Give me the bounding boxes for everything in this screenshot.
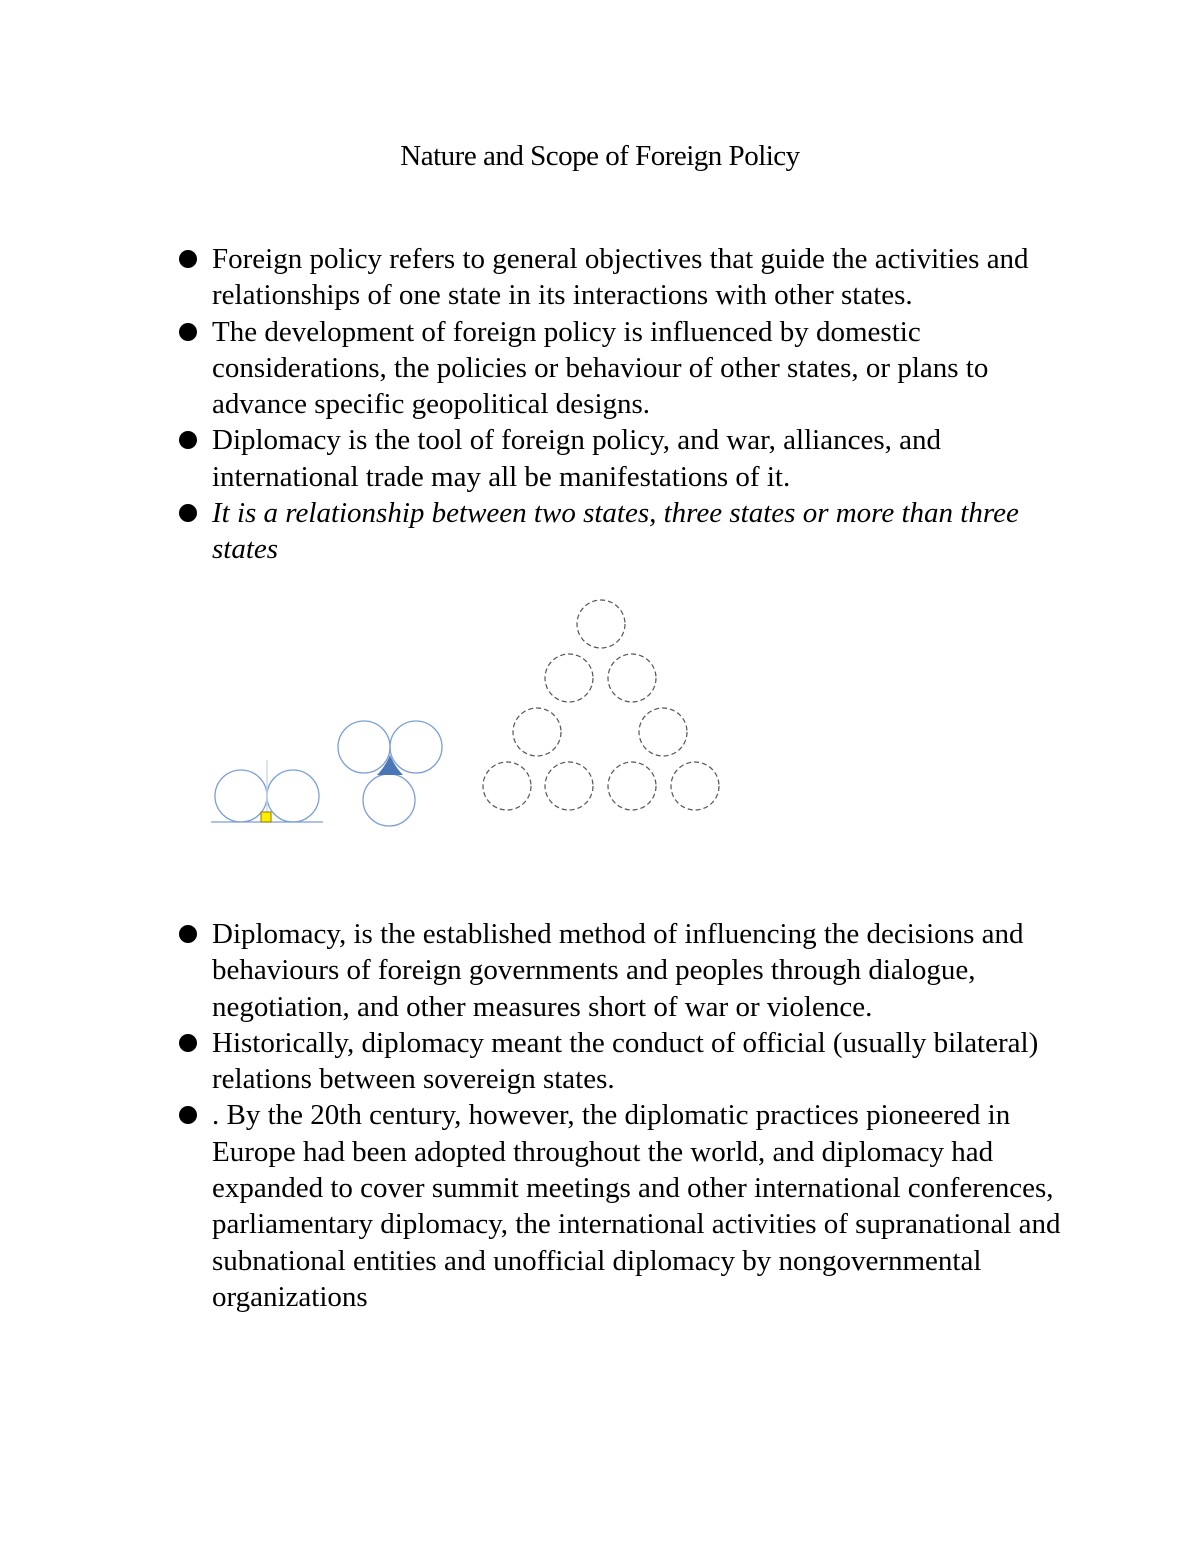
list-item [176, 314, 1076, 423]
bullet-icon [179, 1106, 197, 1124]
bullet-icon [179, 431, 197, 449]
state-circle [513, 708, 561, 756]
state-circle [639, 708, 687, 756]
bullet-icon [179, 925, 197, 943]
list-item [176, 495, 1076, 568]
state-circle [483, 762, 531, 810]
bullet-icon [179, 504, 197, 522]
list-item [176, 422, 1076, 495]
bullet-icon [179, 1034, 197, 1052]
list-item [176, 916, 1076, 1025]
state-circle [608, 654, 656, 702]
bullet-list-top [176, 241, 1076, 568]
selection-handle-icon [261, 812, 271, 822]
list-item [176, 1097, 1076, 1315]
state-circle [671, 762, 719, 810]
many-states-group [483, 600, 719, 810]
state-circle [363, 774, 415, 826]
state-circle [338, 721, 390, 773]
state-circle [608, 762, 656, 810]
state-circle [577, 600, 625, 648]
bullet-text: Foreign policy refers to general objectives that guide the activities and relationships of one state in its interactions with other states. [212, 243, 1029, 312]
state-circle [545, 654, 593, 702]
state-circle [390, 721, 442, 773]
state-circle [267, 770, 319, 822]
bullet-text: The development of foreign policy is influenced by domestic considerations, the policies or behaviour of other states, or plans to advance specific geopolitical designs. [212, 315, 989, 421]
bullet-text: Diplomacy, is the established method of influencing the decisions and behaviours of foreign governments and peoples through dialogue, negotiation, and other measures short of war or violence. [212, 918, 1024, 1023]
list-item [176, 241, 1076, 314]
state-circle [545, 762, 593, 810]
bullet-text: Historically, diplomacy meant the conduct of official (usually bilateral) relations between sovereign states. [212, 1026, 1039, 1096]
state-relationship-diagram [205, 592, 735, 832]
bullet-icon [179, 250, 197, 268]
state-circle [215, 770, 267, 822]
bullet-text: . By the 20th century, however, the diplomatic practices pioneered in Europe had been adopted throughout the world, and diplomacy had expanded to cover summit meetings and other international conferences, parliamentary diplomacy, the international activities of supranational and subnational entities and unofficial diplomacy by nongovernmental organizations [212, 1099, 1061, 1313]
bullet-text-italic: It is a relationship between two states, three states or more than three states [212, 497, 1019, 566]
page-title: Nature and Scope of Foreign Policy [400, 140, 800, 172]
bullet-icon [179, 323, 197, 341]
intersection-wedge [377, 755, 403, 775]
bullet-text: Diplomacy is the tool of foreign policy, and war, alliances, and international trade may all be manifestations of it. [212, 424, 941, 493]
bullet-list-bottom [176, 916, 1076, 1315]
list-item [176, 1025, 1076, 1098]
state-circles-svg [205, 592, 735, 832]
